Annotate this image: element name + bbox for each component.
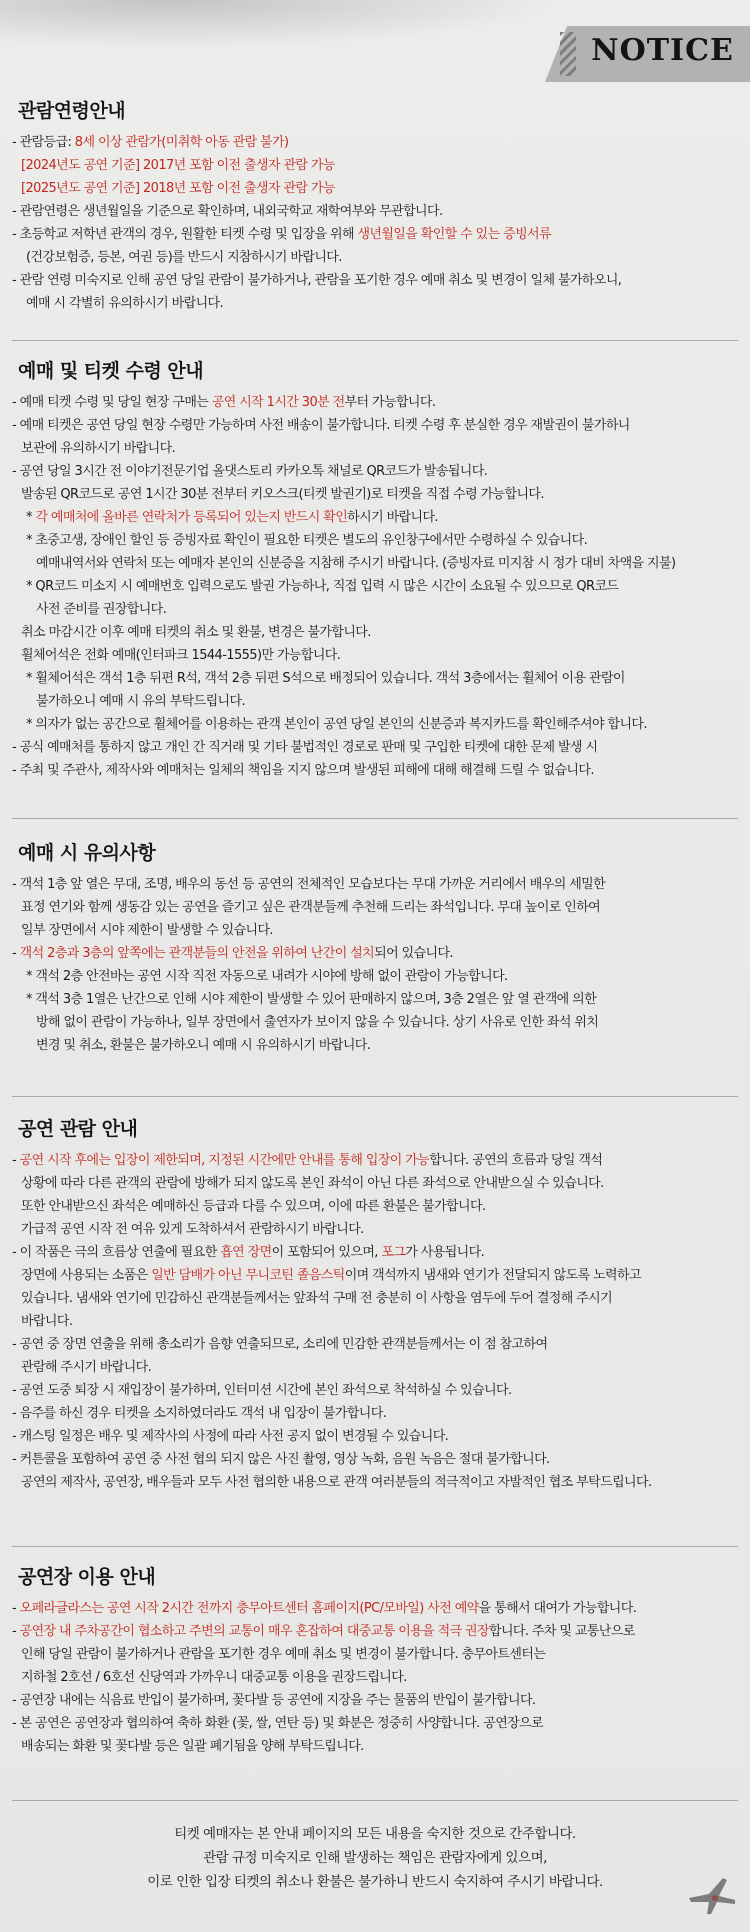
line-text: 바랍니다. xyxy=(21,1314,73,1329)
notice-line xyxy=(12,1333,738,1356)
notice-line xyxy=(12,414,738,437)
line-text: - 음주를 하신 경우 티켓을 소지하였더라도 객석 내 입장이 불가합니다. xyxy=(12,1406,387,1421)
notice-line xyxy=(12,988,738,1011)
notice-line xyxy=(12,1425,738,1448)
notice-line xyxy=(12,1195,738,1218)
line-text: - 객석 1층 앞 열은 무대, 조명, 배우의 동선 등 공연의 전체적인 모습보다는 무대 가까운 거리에서 배우의 세밀한 xyxy=(12,877,606,892)
notice-line xyxy=(12,713,738,736)
line-text: - xyxy=(12,1153,20,1168)
notice-line xyxy=(12,1471,738,1494)
line-text: 예매내역서와 연락처 또는 예매자 본인의 신분증을 지참해 주시기 바랍니다. (증빙자료 미지참 시 정가 대비 차액을 지불) xyxy=(36,556,676,571)
line-text: 방해 없이 관람이 가능하나, 일부 장면에서 출연자가 보이지 않을 수 있습니다. 상기 사유로 인한 좌석 위치 xyxy=(36,1015,599,1030)
notice-line xyxy=(12,1172,738,1195)
line-text: 표정 연기와 함께 생동감 있는 공연을 즐기고 싶은 관객분들께 추천해 드리는 좌석입니다. 무대 높이로 인하여 xyxy=(21,900,601,915)
line-text: 이 포함되어 있으며, xyxy=(271,1245,382,1260)
line-text: 합니다. 주차 및 교통난으로 xyxy=(488,1624,635,1639)
section-title: 예매 시 유의사항 xyxy=(18,842,156,864)
section-title: 예매 및 티켓 수령 안내 xyxy=(18,360,204,382)
line-text: 사전 준비를 권장합니다. xyxy=(36,602,167,617)
notice-line xyxy=(12,131,738,154)
line-text: - 공연 도중 퇴장 시 재입장이 불가하며, 인터미션 시간에 본인 좌석으로 착석하실 수 있습니다. xyxy=(12,1383,512,1398)
notice-line xyxy=(12,1643,738,1666)
notice-line xyxy=(12,269,738,292)
line-text: (건강보험증, 등본, 여권 등)를 반드시 지참하시기 바랍니다. xyxy=(26,250,342,265)
line-text: 배송되는 화환 및 꽃다발 등은 일괄 폐기됨을 양해 부탁드립니다. xyxy=(21,1739,364,1754)
highlight-text: 객석 2층과 3층의 앞쪽에는 관객분들의 안전을 위하여 난간이 설치 xyxy=(19,946,375,961)
line-text: * 휠체어석은 객석 1층 뒤편 R석, 객석 2층 뒤편 S석으로 배정되어 있습니다. 객석 3층에서는 휠체어 이용 관람이 xyxy=(26,671,625,686)
line-text: 또한 안내받으신 좌석은 예매하신 등급과 다를 수 있으며, 이에 따른 환불은 불가합니다. xyxy=(21,1199,486,1214)
line-text: 부터 가능합니다. xyxy=(344,395,436,410)
highlight-text: 생년월일을 확인할 수 있는 증빙서류 xyxy=(357,227,551,242)
section-booking-cautions xyxy=(12,838,738,1057)
notice-line xyxy=(12,1011,738,1034)
line-text: 가 사용됩니다. xyxy=(405,1245,485,1260)
section-viewing-guide xyxy=(12,1114,738,1494)
line-text: * xyxy=(26,510,36,525)
line-text: 가급적 공연 시작 전 여유 있게 도착하셔서 관람하시기 바랍니다. xyxy=(21,1222,364,1237)
highlight-text: 오페라글라스는 공연 시작 2시간 전까지 충무아트센터 홈페이지(PC/모바일) 사전 예약 xyxy=(19,1601,479,1616)
notice-line xyxy=(12,1241,738,1264)
notice-line xyxy=(12,1356,738,1379)
notice-line xyxy=(12,177,738,200)
notice-line xyxy=(12,621,738,644)
line-text: - 관람연령은 생년월일을 기준으로 확인하며, 내외국학교 재학여부와 무관합니다. xyxy=(12,204,443,219)
line-text: 하시기 바랍니다. xyxy=(347,510,438,525)
notice-line xyxy=(12,506,738,529)
notice-line xyxy=(12,919,738,942)
line-text: - 예매 티켓은 공연 당일 현장 수령만 가능하며 사전 배송이 불가합니다. 티켓 수령 후 분실한 경우 재발권이 불가하니 xyxy=(12,418,630,433)
notice-line xyxy=(12,1310,738,1333)
notice-line xyxy=(12,965,738,988)
line-text: - 초등학교 저학년 관객의 경우, 원활한 티켓 수령 및 입장을 위해 xyxy=(12,227,358,242)
line-text: - xyxy=(12,1624,20,1639)
line-text: - xyxy=(12,946,20,961)
notice-line xyxy=(12,292,738,315)
footer-line: 관람 규정 미숙지로 인해 발생하는 책임은 관람자에게 있으며, xyxy=(203,1850,547,1866)
line-text: * QR코드 미소지 시 예매번호 입력으로도 발권 가능하나, 직접 입력 시 많은 시간이 소요될 수 있으므로 QR코드 xyxy=(26,579,619,594)
notice-line xyxy=(12,575,738,598)
line-text: 을 통해서 대여가 가능합니다. xyxy=(478,1601,637,1616)
notice-line xyxy=(12,460,738,483)
highlight-text: 공연 시작 후에는 입장이 제한되며, 지정된 시간에만 안내를 통해 입장이 가능 xyxy=(19,1153,430,1168)
line-text: 휠체어석은 전화 예매(인터파크 1544-1555)만 가능합니다. xyxy=(21,648,341,663)
line-text: 일부 장면에서 시야 제한이 발생할 수 있습니다. xyxy=(21,923,273,938)
notice-line xyxy=(12,1149,738,1172)
highlight-text: 일반 담배가 아닌 무니코틴 졸음스틱 xyxy=(151,1268,345,1283)
notice-line xyxy=(12,1712,738,1735)
line-text: - 커튼콜을 포함하여 공연 중 사전 협의 되지 않은 사진 촬영, 영상 녹화, 음원 녹음은 절대 불가합니다. xyxy=(12,1452,550,1467)
notice-line xyxy=(12,644,738,667)
notice-line xyxy=(12,391,738,414)
section-age-guide xyxy=(12,96,738,315)
notice-line xyxy=(12,690,738,713)
section-divider xyxy=(12,818,738,819)
line-text: * 의자가 없는 공간으로 휠체어를 이용하는 관객 본인이 공연 당일 본인의 신분증과 복지카드를 확인해주셔야 합니다. xyxy=(26,717,647,732)
footer-notice xyxy=(0,1822,750,1894)
highlight-text: 공연 시작 1시간 30분 전 xyxy=(211,395,345,410)
notice-line xyxy=(12,1402,738,1425)
line-text: 장면에 사용되는 소품은 xyxy=(21,1268,152,1283)
line-text: - 관람 연령 미숙지로 인해 공연 당일 관람이 불가하거나, 관람을 포기한 경우 예매 취소 및 변경이 일체 불가하오니, xyxy=(12,273,622,288)
notice-line xyxy=(12,1689,738,1712)
airplane-icon xyxy=(685,1868,740,1918)
section-title: 공연 관람 안내 xyxy=(18,1118,138,1140)
section-title: 공연장 이용 안내 xyxy=(18,1566,156,1588)
notice-line xyxy=(12,1218,738,1241)
line-text: 발송된 QR코드로 공연 1시간 30분 전부터 키오스크(티켓 발권기)로 티켓을 직접 수령 가능합니다. xyxy=(21,487,544,502)
section-divider xyxy=(12,1800,738,1801)
notice-line xyxy=(12,246,738,269)
section-title: 관람연령안내 xyxy=(18,100,126,122)
notice-line xyxy=(12,483,738,506)
header-texture xyxy=(0,0,560,48)
notice-line xyxy=(12,667,738,690)
line-text: 되어 있습니다. xyxy=(374,946,453,961)
line-text: 취소 마감시간 이후 예매 티켓의 취소 및 환불, 변경은 불가합니다. xyxy=(21,625,371,640)
line-text: * 객석 2층 안전바는 공연 시작 직전 자동으로 내려가 시야에 방해 없이 관람이 가능합니다. xyxy=(26,969,508,984)
notice-line xyxy=(12,529,738,552)
notice-line xyxy=(12,552,738,575)
line-text: - 캐스팅 일정은 배우 및 제작사의 사정에 따라 사전 공지 없이 변경될 수 있습니다. xyxy=(12,1429,449,1444)
line-text: - 공식 예매처를 통하지 않고 개인 간 직거래 및 기타 불법적인 경로로 판매 및 구입한 티켓에 대한 문제 발생 시 xyxy=(12,740,598,755)
notice-line xyxy=(12,223,738,246)
notice-line xyxy=(12,759,738,782)
notice-line xyxy=(12,1287,738,1310)
notice-line xyxy=(12,1379,738,1402)
line-text: - 이 작품은 극의 흐름상 연출에 필요한 xyxy=(12,1245,221,1260)
line-text: 예매 시 각별히 유의하시기 바랍니다. xyxy=(26,296,224,311)
notice-line xyxy=(12,1620,738,1643)
notice-title: NOTICE xyxy=(591,33,734,68)
section-ticket-guide xyxy=(12,356,738,782)
line-text: 있습니다. 냄새와 연기에 민감하신 관객분들께서는 앞좌석 구매 전 충분히 이 사항을 염두에 두어 결정해 주시기 xyxy=(21,1291,613,1306)
notice-line xyxy=(12,200,738,223)
section-divider xyxy=(12,1096,738,1097)
line-text: 관람해 주시기 바랍니다. xyxy=(21,1360,152,1375)
line-text: * 객석 3층 1열은 난간으로 인해 시야 제한이 발생할 수 있어 판매하지 않으며, 3층 2열은 앞 열 관객에 의한 xyxy=(26,992,597,1007)
line-text: - 관람등급: xyxy=(12,135,75,150)
highlight-text: [2024년도 공연 기준] 2017년 포함 이전 출생자 관람 가능 xyxy=(21,158,335,173)
line-text: - 예매 티켓 수령 및 당일 현장 구매는 xyxy=(12,395,212,410)
line-text: - 주최 및 주관사, 제작사와 예매처는 일체의 책임을 지지 않으며 발생된 피해에 대해 해결해 드릴 수 없습니다. xyxy=(12,763,594,778)
line-text: 보관에 유의하시기 바랍니다. xyxy=(21,441,176,456)
notice-line xyxy=(12,598,738,621)
line-text: 상황에 따라 다른 관객의 관람에 방해가 되지 않도록 본인 좌석이 아닌 다른 좌석으로 안내받으실 수 있습니다. xyxy=(21,1176,604,1191)
line-text: 공연의 제작사, 공연장, 배우들과 모두 사전 협의한 내용으로 관객 여러분들의 적극적이고 자발적인 협조 부탁드립니다. xyxy=(21,1475,652,1490)
line-text: - 본 공연은 공연장과 협의하여 축하 화환 (꽃, 쌀, 연탄 등) 및 화분은 정중히 사양합니다. 공연장으로 xyxy=(12,1716,544,1731)
highlight-text: [2025년도 공연 기준] 2018년 포함 이전 출생자 관람 가능 xyxy=(21,181,335,196)
line-text: 합니다. 공연의 흐름과 당일 객석 xyxy=(429,1153,603,1168)
notice-line xyxy=(12,1666,738,1689)
notice-line xyxy=(12,736,738,759)
line-text: 변경 및 취소, 환불은 불가하오니 예매 시 유의하시기 바랍니다. xyxy=(36,1038,371,1053)
highlight-text: 각 예매처에 올바른 연락처가 등록되어 있는지 반드시 확인 xyxy=(35,510,348,525)
line-text: - xyxy=(12,1601,20,1616)
section-divider xyxy=(12,1546,738,1547)
notice-banner-stripes xyxy=(560,32,576,76)
notice-line xyxy=(12,896,738,919)
notice-line xyxy=(12,1448,738,1471)
line-text: 인해 당일 관람이 불가하거나 관람을 포기한 경우 예매 취소 및 변경이 불가합니다. 충무아트센터는 xyxy=(21,1647,546,1662)
notice-line xyxy=(12,873,738,896)
notice-line xyxy=(12,942,738,965)
line-text: 불가하오니 예매 시 유의 부탁드립니다. xyxy=(36,694,245,709)
footer-line: 이로 인한 입장 티켓의 취소나 환불은 불가하니 반드시 숙지하여 주시기 바랍니다. xyxy=(147,1874,603,1890)
highlight-text: 포그 xyxy=(381,1245,406,1260)
section-venue-guide xyxy=(12,1562,738,1758)
line-text: 이며 객석까지 냄새와 연기가 전달되지 않도록 노력하고 xyxy=(344,1268,641,1283)
highlight-text: 공연장 내 주차공간이 협소하고 주변의 교통이 매우 혼잡하여 대중교통 이용을 적극 권장 xyxy=(19,1624,489,1639)
line-text: * 초중고생, 장애인 할인 등 증빙자료 확인이 필요한 티켓은 별도의 유인창구에서만 수령하실 수 있습니다. xyxy=(26,533,588,548)
notice-line xyxy=(12,1597,738,1620)
notice-line xyxy=(12,1735,738,1758)
section-divider xyxy=(12,340,738,341)
line-text: - 공연 중 장면 연출을 위해 총소리가 음향 연출되므로, 소리에 민감한 관객분들께서는 이 점 참고하여 xyxy=(12,1337,548,1352)
notice-line xyxy=(12,1034,738,1057)
line-text: - 공연장 내에는 식음료 반입이 불가하며, 꽃다발 등 공연에 지장을 주는 물품의 반입이 불가합니다. xyxy=(12,1693,536,1708)
notice-line xyxy=(12,437,738,460)
notice-line xyxy=(12,1264,738,1287)
footer-line: 티켓 예매자는 본 안내 페이지의 모든 내용을 숙지한 것으로 간주합니다. xyxy=(174,1826,576,1842)
highlight-text: 8세 이상 관람가(미취학 아동 관람 불가) xyxy=(74,135,289,150)
highlight-text: 흡연 장면 xyxy=(220,1245,272,1260)
line-text: 지하철 2호선 / 6호선 신당역과 가까우니 대중교통 이용을 권장드립니다. xyxy=(21,1670,407,1685)
notice-line xyxy=(12,154,738,177)
line-text: - 공연 당일 3시간 전 이야기전문기업 올댓스토리 카카오톡 채널로 QR코드가 발송됩니다. xyxy=(12,464,488,479)
